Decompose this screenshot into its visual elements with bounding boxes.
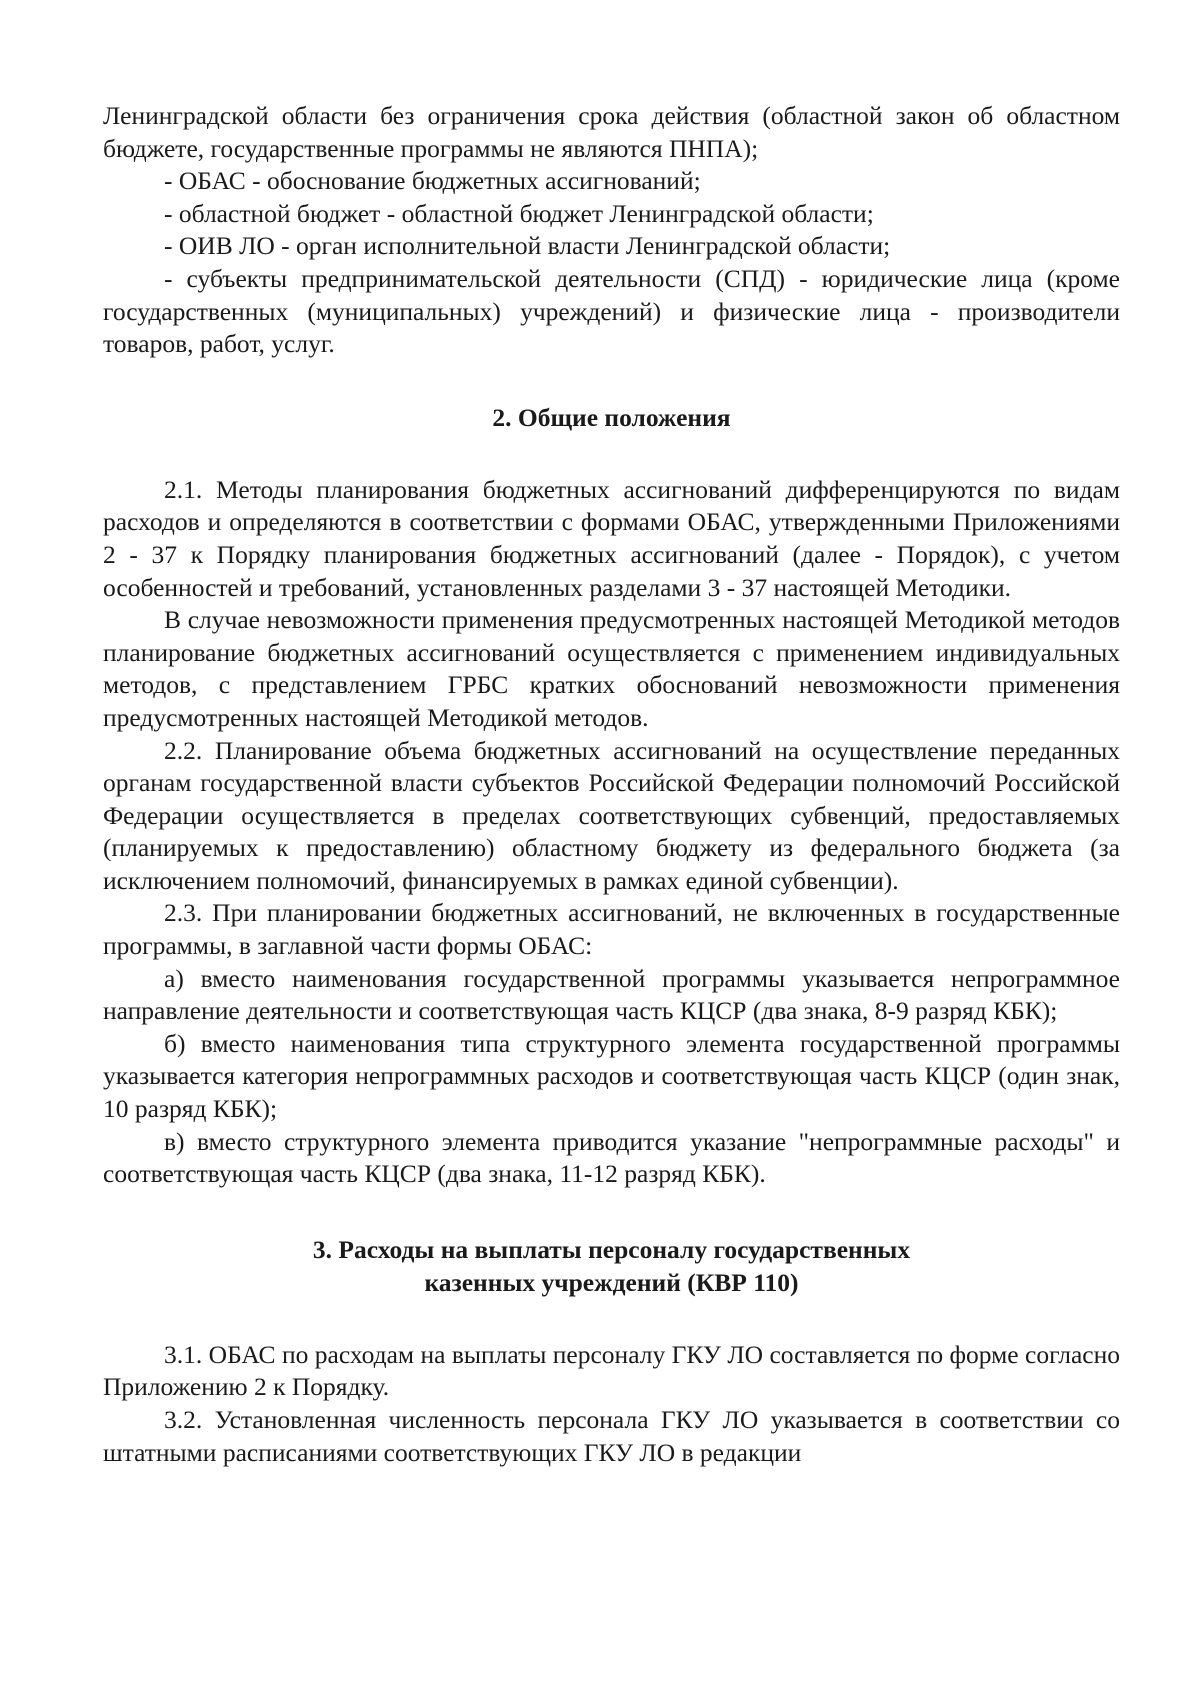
list-item: в) вместо структурного элемента приводится указание "непрограммные расходы" и соответствующая часть КЦСР (два знака, 11-12 разряд КБК). (103, 1126, 1120, 1189)
document-body (103, 100, 1120, 1469)
definition-item: - областной бюджет - областной бюджет Ленинградской области; (164, 198, 874, 228)
paragraph: 3.2. Установленная численность персонала ГКУ ЛО указывается в соответствии со штатными расписаниями соответствующих ГКУ ЛО в редакции (103, 1405, 1120, 1467)
paragraph: 2.2. Планирование объема бюджетных ассигнований на осуществление переданных органам государственной власти субъектов Российской Федерации полномочий Российской Федерации осуществляется в пределах соответствующих субвенций, предоставляемых (планируемых к предоставлению) областному бюджету из федерального бюджета (за исключением полномочий, финансируемых в рамках единой субвенции). (103, 735, 1120, 895)
paragraph: 3.1. ОБАС по расходам на выплаты персоналу ГКУ ЛО составляется по форме согласно Приложению 2 к Порядку. (103, 1339, 1120, 1402)
list-item: а) вместо наименования государственной программы указывается непрограммное направление деятельности и соответствующая часть КЦСР (два знака, 8-9 разряд КБК); (103, 963, 1120, 1026)
definition-item: - ОБАС - обоснование бюджетных ассигнований; (164, 166, 701, 196)
section-heading (103, 1233, 1120, 1299)
paragraph: 2.3. При планировании бюджетных ассигнований, не включенных в государственные программы, в заглавной части формы ОБАС: (103, 898, 1120, 961)
definition-item: - субъекты предпринимательской деятельности (СПД) - юридические лица (кроме государственных (муниципальных) учреждений) и физические лица - производители товаров, работ, услуг. (103, 263, 1120, 359)
paragraph: Ленинградской области без ограничения срока действия (областной закон об областном бюджете, государственные программы не являются ПНПА); (103, 101, 1120, 163)
list-item: б) вместо наименования типа структурного элемента государственной программы указывается категория непрограммных расходов и соответствующая часть КЦСР (один знак, 10 разряд КБК); (103, 1028, 1120, 1124)
definition-item: - ОИВ ЛО - орган исполнительной власти Ленинградской области; (164, 231, 891, 261)
paragraph: В случае невозможности применения предусмотренных настоящей Методикой методов планирование бюджетных ассигнований осуществляется с применением индивидуальных методов, с представлением ГРБС кратких обоснований невозможности применения предусмотренных настоящей Методикой методов. (103, 605, 1120, 732)
section-heading-line: 3. Расходы на выплаты персоналу государственных (312, 1234, 911, 1264)
section-heading: 2. Общие положения (492, 402, 731, 432)
paragraph: 2.1. Методы планирования бюджетных ассигнований дифференцируются по видам расходов и определяются в соответствии с формами ОБАС, утвержденными Приложениями 2 - 37 к Порядку планирования бюджетных ассигнований (далее - Порядок), с учетом особенностей и требований, установленных разделами 3 - 37 настоящей Методики. (103, 474, 1120, 602)
section-heading-line: казенных учреждений (КВР 110) (424, 1267, 799, 1297)
